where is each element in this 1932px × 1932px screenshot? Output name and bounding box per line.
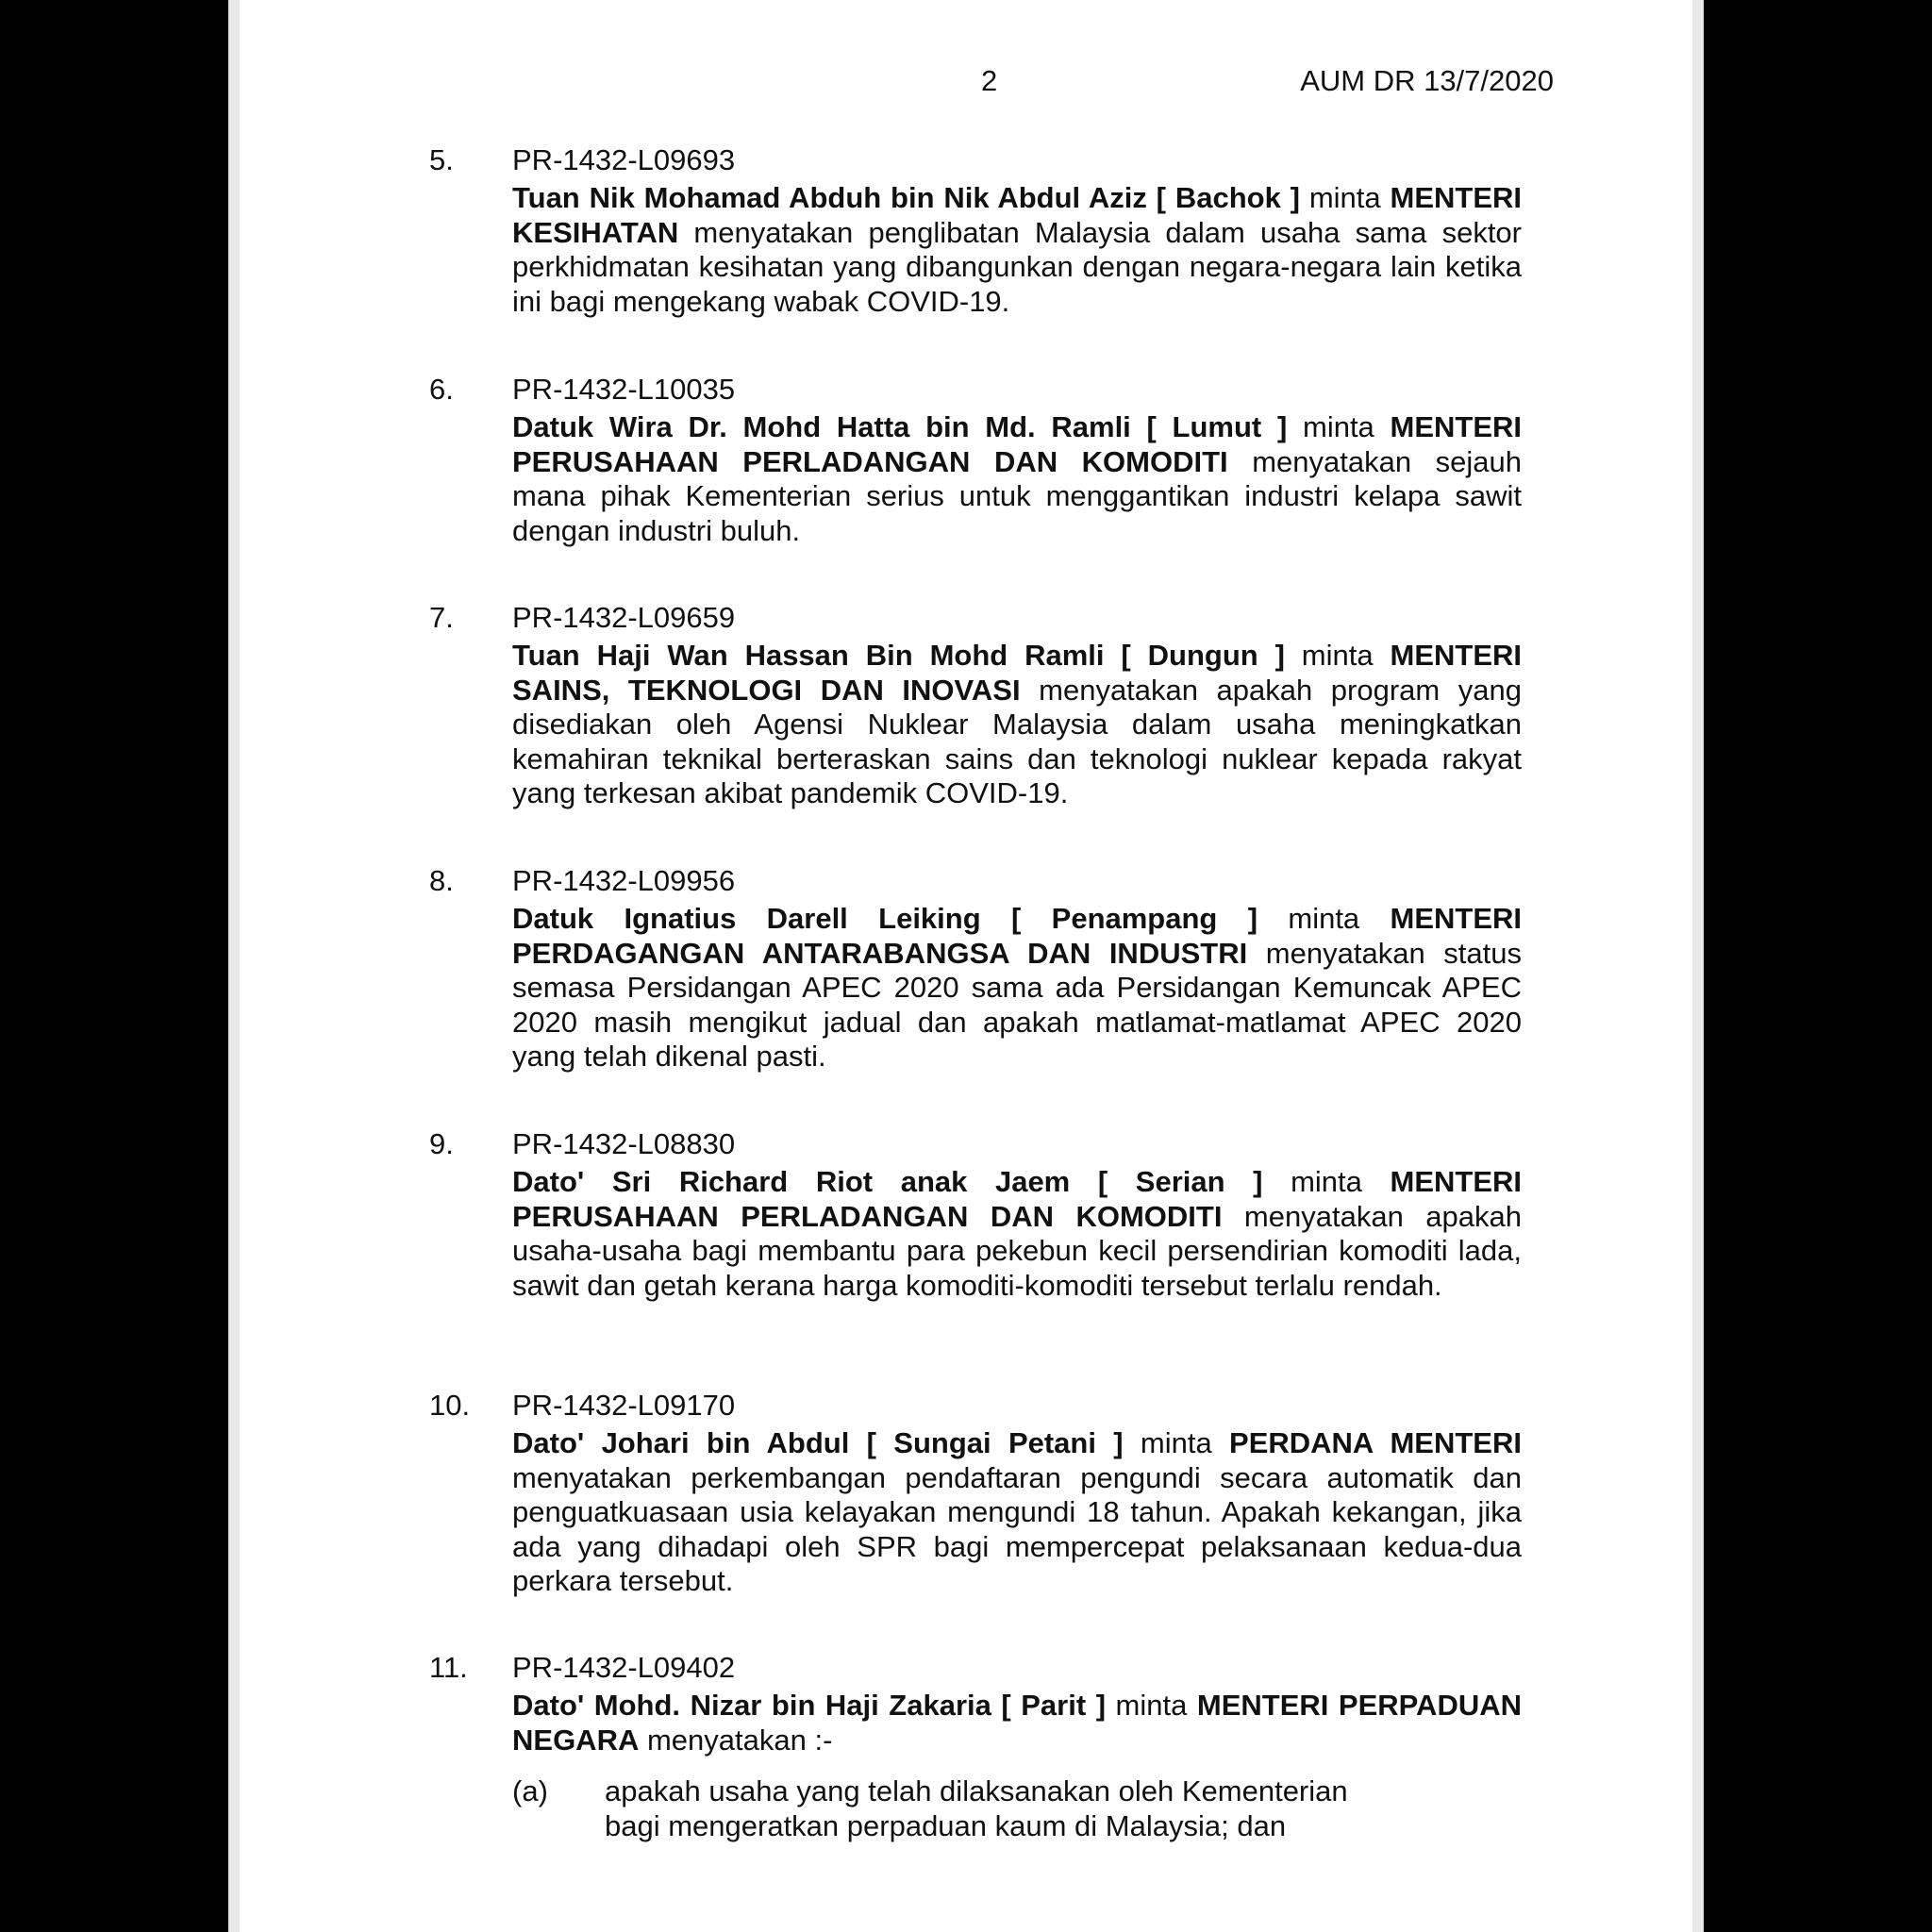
sub-question-label: (a) <box>512 1774 548 1807</box>
item-number: 11. <box>429 1651 468 1684</box>
minister-name: MENTERI PERUSAHAAN PERLADANGAN DAN KOMODITI <box>512 410 1523 478</box>
member-name: Datuk Ignatius Darell Leiking [ Penampang ] <box>512 902 1258 935</box>
member-name: Dato' Mohd. Nizar bin Haji Zakaria [ Parit ] <box>512 1689 1107 1722</box>
item-number: 8. <box>429 864 454 897</box>
minister-name: MENTERI PERDAGANGAN ANTARABANGSA DAN INDUSTRI <box>512 902 1523 970</box>
question-text: Dato' Johari bin Abdul [ Sungai Petani ] minta PERDANA MENTERI menyatakan perkembangan pendaftaran pengundi secara automatik dan penguatkuasaan usia kelayakan mengundi 18 tahun. Apakah kekangan, jika ada yang dihadapi oleh SPR bagi mempercepat pelaksanaan kedua-dua perkara tersebut. <box>512 1426 1522 1597</box>
minister-name: PERDANA MENTERI <box>1229 1426 1522 1459</box>
question-code: PR-1432-L10035 <box>512 373 736 406</box>
item-number: 10. <box>429 1389 471 1422</box>
member-name: Dato' Johari bin Abdul [ Sungai Petani ] <box>512 1426 1124 1459</box>
question-text: Tuan Nik Mohamad Abduh bin Nik Abdul Aziz [ Bachok ] minta MENTERI KESIHATAN menyatakan penglibatan Malaysia dalam usaha sama sektor perkhidmatan kesihatan yang dibangunkan dengan negara-negara lain ketika ini bagi mengekang wabak COVID-19. <box>512 181 1523 318</box>
question-code: PR-1432-L08830 <box>512 1127 736 1160</box>
question-text: Datuk Ignatius Darell Leiking [ Penampang ] minta MENTERI PERDAGANGAN ANTARABANGSA DAN INDUSTRI menyatakan status semasa Persidangan APEC 2020 sama ada Persidangan Kemuncak APEC 2020 masih mengikut jadual dan apakah matlamat-matlamat APEC 2020 yang telah dikenal pasti. <box>512 902 1523 1073</box>
item-number: 5. <box>429 143 454 176</box>
item-number: 7. <box>429 601 454 634</box>
question-code: PR-1432-L09956 <box>512 864 736 897</box>
question-text: Datuk Wira Dr. Mohd Hatta bin Md. Ramli [ Lumut ] minta MENTERI PERUSAHAAN PERLADANGAN DAN KOMODITI menyatakan sejauh mana pihak Kementerian serius untuk menggantikan industri kelapa sawit dengan industri buluh. <box>512 410 1523 547</box>
page-header <box>240 64 1692 102</box>
page-edge-right <box>1692 0 1704 1932</box>
minister-name: MENTERI KESIHATAN <box>512 181 1523 249</box>
question-code: PR-1432-L09402 <box>512 1651 736 1684</box>
minister-name: MENTERI SAINS, TEKNOLOGI DAN INOVASI <box>512 639 1522 707</box>
member-name: Tuan Haji Wan Hassan Bin Mohd Ramli [ Dungun ] <box>512 639 1285 672</box>
page-edge-left <box>228 0 240 1932</box>
question-text: Tuan Haji Wan Hassan Bin Mohd Ramli [ Dungun ] minta MENTERI SAINS, TEKNOLOGI DAN INOVASI menyatakan apakah program yang disediakan oleh Agensi Nuklear Malaysia dalam usaha meningkatkan kemahiran teknikal berteraskan sains dan teknologi nuklear kepada rakyat yang terkesan akibat pandemik COVID-19. <box>512 639 1522 809</box>
item-number: 6. <box>429 373 454 406</box>
minister-name: MENTERI PERPADUAN NEGARA <box>512 1689 1522 1757</box>
question-text: Dato' Sri Richard Riot anak Jaem [ Serian ] minta MENTERI PERUSAHAAN PERLADANGAN DAN KOMODITI menyatakan apakah usaha-usaha bagi membantu para pekebun kecil persendirian komoditi lada, sawit dan getah kerana harga komoditi-komoditi tersebut terlalu rendah. <box>512 1165 1523 1302</box>
item-number: 9. <box>429 1127 454 1160</box>
member-name: Dato' Sri Richard Riot anak Jaem [ Serian ] <box>512 1165 1263 1198</box>
question-code: PR-1432-L09659 <box>512 601 736 634</box>
document-page <box>240 0 1692 1932</box>
sub-question-text: apakah usaha yang telah dilaksanakan oleh Kementerian bagi mengeratkan perpaduan kaum di Malaysia; dan <box>605 1774 1348 1842</box>
question-code: PR-1432-L09170 <box>512 1389 736 1422</box>
question-text: Dato' Mohd. Nizar bin Haji Zakaria [ Parit ] minta MENTERI PERPADUAN NEGARA menyatakan :- <box>512 1689 1522 1757</box>
question-code: PR-1432-L09693 <box>512 143 736 176</box>
page-number: 2 <box>981 64 998 97</box>
document-code: AUM DR 13/7/2020 <box>1300 64 1554 97</box>
member-name: Tuan Nik Mohamad Abduh bin Nik Abdul Aziz [ Bachok ] <box>512 181 1300 214</box>
minister-name: MENTERI PERUSAHAAN PERLADANGAN DAN KOMODITI <box>512 1165 1522 1233</box>
member-name: Datuk Wira Dr. Mohd Hatta bin Md. Ramli [ Lumut ] <box>512 410 1288 443</box>
